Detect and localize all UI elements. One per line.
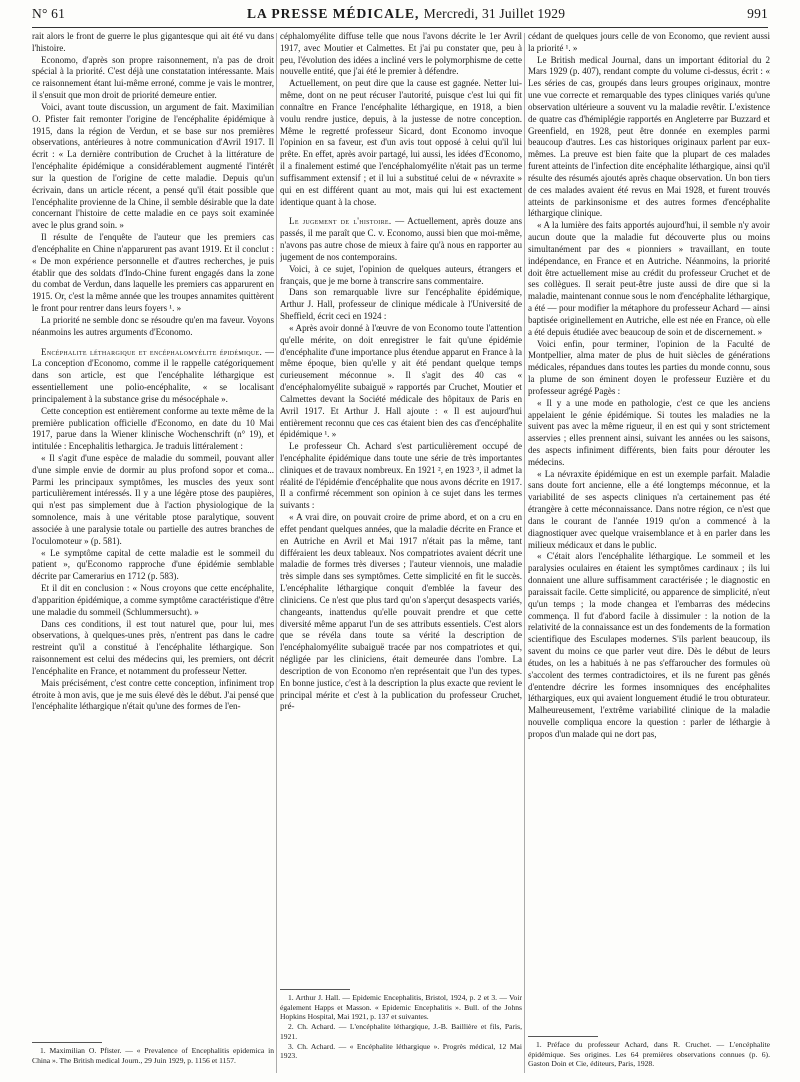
column-3 [528,31,770,1077]
paragraph: Mais précisément, c'est contre cette conception, infiniment trop étroite à mon avis, que je me suis élevé dès le début. J'ai pensé que l'encéphalite léthargique n'était qu'une des formes de l'en- [32,677,274,712]
paragraph: Le British medical Journal, dans un important éditorial du 2 Mars 1929 (p. 407), rendant compte du volume ci-dessus, écrit : « Les séries de cas, groupés dans leurs groupes originaux, montre une vue correcte et remarquable des types cliniques variés qu'une observation ultérieure a souvent vu la maladie revêtir. L'existence de quatre cas d'hémiplégie rapportés en Angleterre par Buzzard et Greenfield, en 1928, peut être donnée en exemples parmi beaucoup d'autres. Les cas historiques originaux parlent par eux-mêmes. La preuve est bien faite que la plupart de ces malades furent atteints de l'infection dite encéphalite léthargique, ainsi qu'il résulte des résumés ajoutés après chaque observation. Un bon tiers de ces malades avaient été revus en Mai 1928, et furent trouvés atteints de parkinsonisme et des autres formes d'encéphalite léthargique clinique. [528,54,770,219]
section-text: — Actuellement, après douze ans passés, il me paraît que C. v. Economo, aussi bien que moi-même, n'avons pas autre chose de mieux à faire qu'à nous en rapporter au jugement de nos contemporains. [280,216,522,262]
section-heading: Encéphalite léthargique et encéphalomyélite épidémique. [41,346,263,357]
paragraph: Voici enfin, pour terminer, l'opinion de la Faculté de Montpellier, alma mater de plus de huit siècles de générations médicales, répandues dans toutes les parties du monde connu, sous la plume de son éminent doyen le professeur Euzière et du professeur agrégé Pagès : [528,338,770,396]
paragraph: Il résulte de l'enquête de l'auteur que les premiers cas d'encéphalite en Chine n'apparurent pas avant 1919. Et il conclut : « De mon expérience personnelle et d'autres recherches, je puis établir que des soldats d'Indo-Chine furent engagés dans la zone du combat de Verdun, dans laquelle les premiers cas apparurent en 1915. Or, c'est la même année que les troupes annamites quittèrent le front pour rentrer dans leurs foyers ¹. » [32,232,274,314]
quote-paragraph: « C'était alors l'encéphalite léthargique. Le sommeil et les paralysies oculaires en étaient les symptômes cardinaux ; ils lui donnaient une allure suffisamment caractérisée ; le diagnostic en paraissait facile. Cette simplicité, ou apparence de simplicité, n'eut qu'un temps ; la mode changea et l'embarras des médecins commença. Il fut d'abord facile à dissimuler : la notion de la relativité de la connaissance est un des fondements de la formation scientifique des Esculapes modernes. S'ils parlent beaucoup, ils savent du moins ce que parler veut dire. Dès le début de leurs études, on les a habitués à ne pas s'effaroucher des formules où s'accolent des termes contradictoires, et ils ne furent pas gênés d'entendre décrire les formes insomniques des encéphalites léthargiques, eux qui avaient longuement étudié le trou obturateur. Malheureusement, l'extrême variabilité clinique de la maladie nouvelle compliqua encore la question : parler de léthargie à propos d'un malade qui ne dort pas, [528,551,770,739]
paragraph: Le professeur Ch. Achard s'est particulièrement occupé de l'encéphalite épidémique dans toute une série de très importantes cliniques et de travaux nombreux. En 1921 ², en 1923 ³, il admet la réalité de l'épidémie d'encéphalite que nous avons décrite en 1917. Il a confirmé récemment son opinion à ce sujet dans les termes suivants : [280,441,522,511]
footnote-rule [32,1042,102,1043]
journal-title [247,6,565,22]
column-divider [524,33,525,1073]
paragraph: La priorité ne semble donc se résoudre qu'en ma faveur. Voyons néanmoins les autres arguments d'Economo. [32,314,274,337]
column-1 [32,31,274,1077]
paragraph: céphalomyélite diffuse telle que nous l'avons décrite le 1er Avril 1917, avec Moutier et Calmettes. Et j'ai pu constater que, peu à peu, l'évolution des idées a incliné vers le polymorphisme de cette nouvelle entité, que j'ai été le premier à défendre. [280,31,522,77]
paragraph: Dans son remarquable livre sur l'encéphalite épidémique, Arthur J. Hall, professeur de clinique médicale à l'Université de Sheffield, écrit ceci en 1924 : [280,287,522,322]
quote-paragraph: « A la lumière des faits apportés aujourd'hui, il semble n'y avoir aucun doute que la maladie fut découverte plus ou moins simultanément par des « pionniers » travaillant, en toute indépendance, en France et en Autriche. Néanmoins, la priorité doit être actuellement mise au crédit du professeur Cruchet et de ses collègues. Il serait peut-être juste aussi de dire que si la maladie, maintenant connue sous le nom d'encéphalite léthargique, a été — pour modifier la métaphore du professeur Achard — ainsi baptisée originellement en Autriche, elle est née en France, où elle a été depuis étudiée avec beaucoup de soin et de discernement. » [528,220,770,337]
issue-date: Mercredi, 31 Juillet 1929 [423,6,566,21]
quote-paragraph: « La névraxite épidémique en est un exemple parfait. Maladie sans doute fort ancienne, elle a été longtemps méconnue, et la variabilité de ses aspects cliniques n'a certainement pas été étrangère à cette méconnaissance. Dans notre région, ce n'est que dans le courant de l'année 1919 qu'on a commencé à la diagnostiquer avec quelque vraisemblance et à en parler dans les milieux médicaux et dans le public. [528,468,770,550]
issue-number: N° 61 [32,6,66,21]
footnote: 1. Arthur J. Hall. — Epidemic Encephalitis, Bristol, 1924, p. 2 et 3. — Voir également Happs et Masson. « Epidemic Encephalitis ». Bull. of the Johns Hopkins Hospital, Mai 1921, p. 137 et suivantes. [280,993,522,1022]
quote-paragraph: « Il s'agit d'une espèce de maladie du sommeil, pouvant aller d'une simple envie de dormir au plus profond sopor et coma... Parmi les principaux symptômes, les muscles des yeux sont particulièrement intéressés. Il y a une légère ptose des paupières, qui n'est pas simplement due à l'action physiologique de la somnolence, mais à une véritable ptose paralytique, souvent associée à une paralysie totale ou partielle des autres branches de l'oculomoteur » (p. 581). [32,452,274,546]
journal-name: LA PRESSE MÉDICALE, [246,6,420,21]
footnote: 3. Ch. Achard. — « Encéphalite léthargique ». Progrès médical, 12 Mai 1923. [280,1041,522,1061]
paragraph: Dans ces conditions, il est tout naturel que, pour lui, mes observations, à quelques-unes près, n'entrent pas dans le cadre restreint qu'il a constitué à l'encéphalite léthargique. Son raisonnement est celui des médecins qui, les premiers, ont décrit l'encéphalite en France, et notamment du professeur Netter. [32,618,274,676]
header-rule [32,27,768,28]
paragraph: rait alors le front de guerre le plus gigantesque qui ait été vu dans l'histoire. [32,31,274,53]
paragraph: cédant de quelques jours celle de von Economo, que revient aussi la priorité ¹. » [528,31,770,53]
page-number: 991 [747,6,768,21]
column-divider [276,33,277,1073]
section-paragraph [280,216,522,263]
footnote: 1. Maximilian O. Pfister. — « Prevalence of Encephalitis epidemica in China ». The British medical Journ., 29 Juin 1929, p. 1156 et 1157. [32,1046,274,1065]
paragraph: Voici, à ce sujet, l'opinion de quelques auteurs, étrangers et français, que je me borne à transcrire sans commentaire. [280,263,522,286]
footnote: 1. Préface du professeur Achard, dans R. Cruchet. — L'encéphalite épidémique. Ses origines. Les 64 premières observations connues (p. 6). Gaston Doin et Cie, éditeurs, Paris, 1928. [528,1040,770,1069]
quote-paragraph: « Il y a une mode en pathologie, c'est ce que les anciens appelaient le génie épidémique. Si toutes les maladies ne la suivent pas avec la même rigueur, il en est qui y sont strictement asservies ; elles prennent ainsi, suivant les années ou les saisons, des aspects infiniment différents, bien faits pour dérouter les médecins. [528,397,770,467]
page-header [32,6,768,26]
column-2 [280,31,522,1077]
quote-paragraph: « A vrai dire, on pouvait croire de prime abord, et on a cru en effet pendant quelques années, que la maladie décrite en France et en Autriche en Avril et Mai 1917 n'était pas la même, tant différaient les deux tableaux. Nos compatriotes avaient décrit une maladie de formes très diverses ; l'auteur viennois, une maladie très simple dans ses symptômes. Cette simplicité en fit le succès. L'encéphalite léthargique conquit d'emblée la faveur des cliniciens. Ce n'est que plus tard qu'on s'aperçut desaspects variés, changeants, inattendus qu'elle pouvait prendre et que cette diversité même apparut l'un de ses attributs essentiels. C'est alors que se révéla dans toute sa vérité la description de l'encéphalomyélite subaiguë tracée par nos compatriotes et qui, négligée par les cliniciens, était demeurée dans l'ombre. La description de von Economo n'en représentait que l'un des types. En bonne justice, c'est à la description la plus exacte que revient le principal mérite et c'est à la publication du professeur Cruchet, pré- [280,512,522,712]
paragraph: Cette conception est entièrement conforme au texte même de la première publication officielle d'Economo, en date du 10 Mai 1917, parue dans la Wiener klinische Wochenschrift (n° 19), et intitulée : Encephalitis lethargica. Je traduis littéralement : [32,405,274,452]
footnotes-column-3 [528,1036,770,1069]
paragraph: Actuellement, on peut dire que la cause est gagnée. Netter lui-même, dont on ne peut récuser l'autorité, puisque c'est lui qui fit connaître en France l'encéphalite léthargique, en 1918, a bien voulu rendre justice, depuis, à la justesse de notre conception. Même le regretté professeur Sicard, dont Economo invoque l'opinion en sa faveur, est d'un avis tout opposé à celui qu'il lui prête. En effet, après avoir partagé, lui aussi, les idées d'Economo, il a finalement estimé que l'encéphalomyélite n'était pas un terme suffisamment extensif ; et il lui a substitué celui de « névraxite » qui en est différent quant au mot, mais qui lui est exactement identique quant à la chose. [280,78,522,207]
quote-paragraph: « Après avoir donné à l'œuvre de von Economo toute l'attention qu'elle mérite, on doit enregistrer le fait qu'une épidémie d'encéphalite d'une importance plus étendue apparut en France à la même époque, bien qu'elle y ait été pendant quelque temps curieusement méconnue ». Il s'agit des 40 cas « d'encéphalomyélite subaiguë » rapportés par Cruchet, Moutier et Calmettes devant la Société médicale des hôpitaux de Paris en Avril 1917. Et Arthur J. Hall ajoute : « Il est aujourd'hui entièrement reconnu que ces cas étaient bien des cas d'encéphalite épidémique ¹. » [280,322,522,440]
section-heading: Le jugement de l'histoire. [289,216,392,227]
paragraph: Et il dit en conclusion : « Nous croyons que cette encéphalite, d'apparition épidémique, a comme symptôme caractéristique d'être une maladie du sommeil (Schlummersucht). » [32,583,274,617]
footnote-rule [528,1036,598,1037]
footnote: 2. Ch. Achard. — L'encéphalite léthargique, J.-B. Baillière et fils, Paris, 1921. [280,1022,522,1041]
quote-paragraph: « Le symptôme capital de cette maladie est le sommeil du patient », qu'Economo rapproche d'une épidémie semblable décrite par Camerarius en 1712 (p. 583). [32,547,274,582]
footnotes-column-1 [32,1042,274,1065]
paragraph: Economo, d'après son propre raisonnement, n'a pas de droit spécial à la priorité. C'est déjà une constatation intéressante. Mais ce raisonnement étant lui-même erroné, comme je vais le montrer, il s'ensuit que mon droit de priorité demeure entier. [32,54,274,101]
section-text: — La conception d'Economo, comme il le rappelle catégoriquement dans son article, est que l'encéphalite léthargique est essentiellement une polio-encéphalite, « se localisant principalement à la substance grise du mésocéphale ». [32,346,274,404]
section-paragraph [32,347,274,406]
footnotes-column-2 [280,989,522,1061]
paragraph: Voici, avant toute discussion, un argument de fait. Maximilian O. Pfister fait remonter l'origine de l'encéphalite épidémique à 1915, dans la région de Verdun, et se base sur nos premières observations, antérieures à notre communication d'Avril 1917. Il écrit : « La dernière contribution de Cruchet à la littérature de l'encéphalite épidémique a considérablement augmenté l'intérêt sur la question de l'origine de cette maladie. Depuis qu'un écrivain, dans un article récent, a pensé qu'il était possible que l'encéphalite provienne de la Chine, il semble désirable que la date concernant l'histoire de cette maladie en ce pays soit examinée avec le plus grand soin. » [32,101,274,231]
footnote-rule [280,989,350,990]
